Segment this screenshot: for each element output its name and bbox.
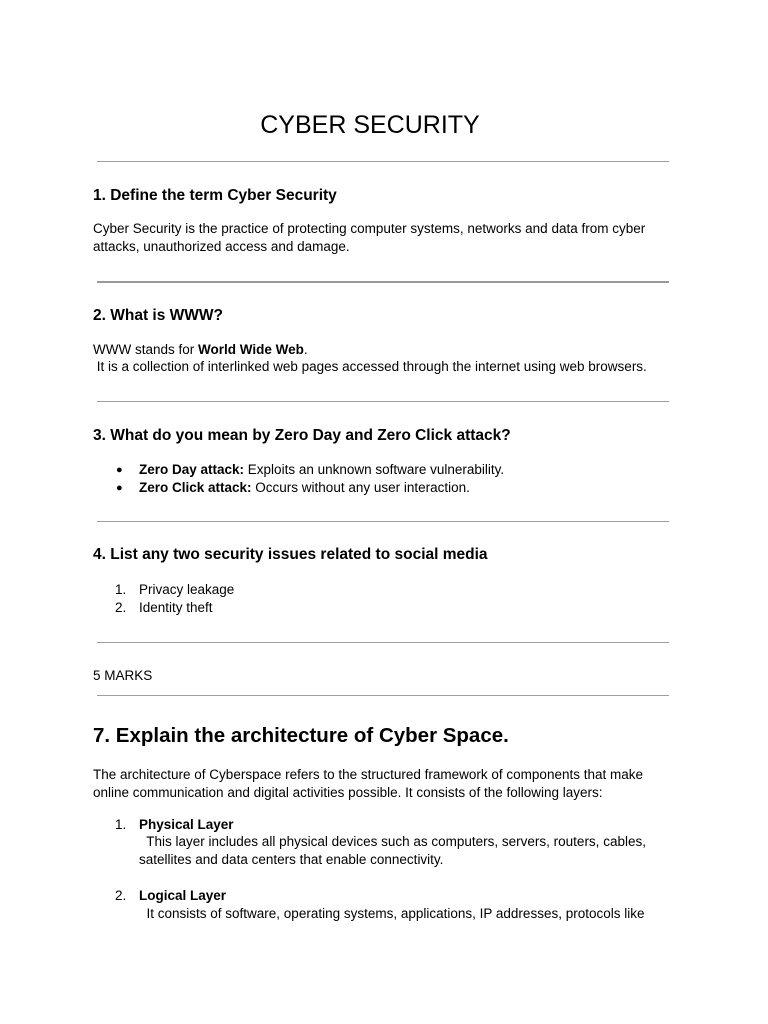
list-number: 2. — [115, 888, 127, 903]
question-1-heading: 1. Define the term Cyber Security — [93, 187, 337, 204]
bullet-icon: ● — [116, 464, 123, 476]
divider — [97, 281, 669, 283]
list-item — [139, 479, 679, 497]
question-2-answer-line-2: It is a collection of interlinked web pages accessed through the internet using web browsers. — [93, 359, 647, 374]
divider — [97, 642, 669, 643]
list-item-text: Exploits an unknown software vulnerability. — [244, 462, 505, 477]
layer-description-line-1: It consists of software, operating systems, applications, IP addresses, protocols like — [139, 906, 645, 921]
list-item: Identity theft — [139, 600, 213, 615]
layer-description-line-1: This layer includes all physical devices such as computers, servers, routers, cables, — [139, 834, 646, 849]
answer-text: . — [303, 342, 308, 357]
question-2-answer-line-1 — [93, 341, 693, 359]
list-item-term: Zero Day attack: — [139, 462, 245, 477]
layer-name — [139, 816, 679, 834]
layer-description-line-2: satellites and data centers that enable connectivity. — [139, 852, 444, 867]
question-4-heading: 4. List any two security issues related to social media — [93, 546, 488, 563]
question-1-answer-line-2: attacks, unauthorized access and damage. — [93, 239, 350, 254]
list-item — [139, 461, 679, 479]
layer-name-text: Logical Layer — [139, 888, 227, 903]
marks-label: 5 MARKS — [93, 668, 153, 683]
question-7-intro-line-2: online communication and digital activities possible. It consists of the following layers: — [93, 785, 603, 800]
question-1-answer-line-1: Cyber Security is the practice of protecting computer systems, networks and data from cyber — [93, 221, 646, 236]
divider — [97, 161, 669, 162]
divider — [97, 401, 669, 402]
layer-name — [139, 887, 679, 905]
list-item: Privacy leakage — [139, 582, 235, 597]
question-7-intro-line-1: The architecture of Cyberspace refers to the structured framework of components that make — [93, 767, 643, 782]
divider — [97, 695, 669, 696]
divider — [97, 521, 669, 522]
answer-bold-term: World Wide Web — [198, 342, 304, 357]
list-number: 1. — [115, 817, 127, 832]
page-title: CYBER SECURITY — [260, 111, 480, 139]
list-item-term: Zero Click attack: — [139, 480, 252, 495]
list-number: 1. — [115, 582, 127, 597]
bullet-icon: ● — [116, 482, 123, 494]
question-2-heading: 2. What is WWW? — [93, 307, 224, 324]
list-number: 2. — [115, 600, 127, 615]
question-3-heading: 3. What do you mean by Zero Day and Zero Click attack? — [93, 427, 511, 444]
list-item-text: Occurs without any user interaction. — [251, 480, 470, 495]
question-7-heading: 7. Explain the architecture of Cyber Space. — [93, 724, 509, 747]
answer-text: WWW stands for — [93, 342, 199, 357]
layer-name-text: Physical Layer — [139, 817, 234, 832]
